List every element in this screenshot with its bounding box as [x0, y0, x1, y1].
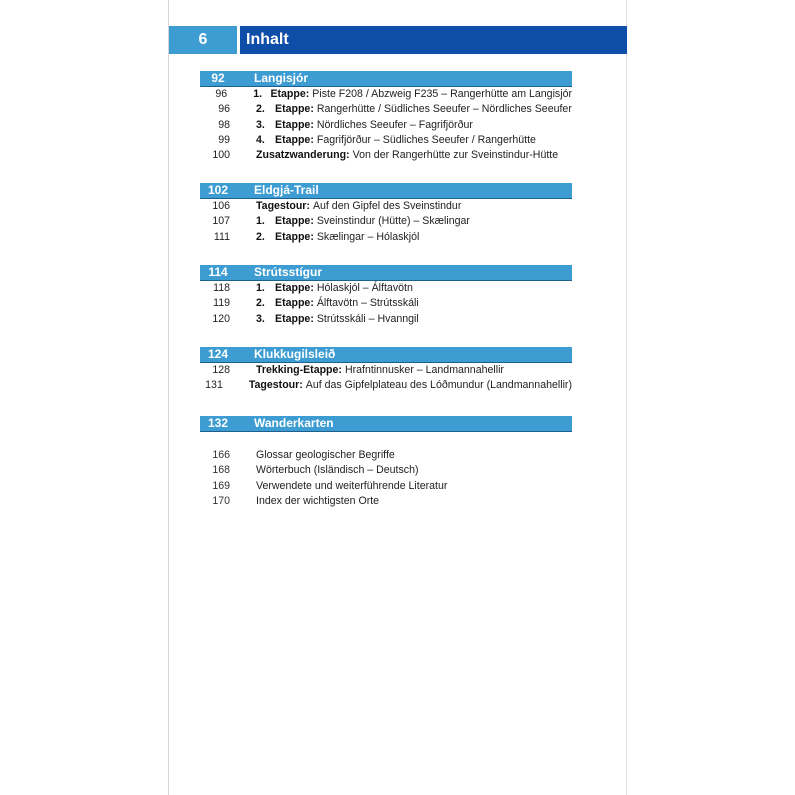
- toc-entry[interactable]: [200, 87, 572, 102]
- section-page: 114: [208, 265, 228, 279]
- entry-text: Auf das Gipfelplateau des Lóðmundur (Landmannahellir): [305, 379, 572, 392]
- entry-text: Wörterbuch (Isländisch – Deutsch): [256, 464, 419, 477]
- entry-page: 168: [212, 464, 230, 477]
- entry-page: 99: [218, 133, 230, 146]
- entry-text: Skælingar – Hólaskjól: [316, 230, 420, 243]
- entry-page: 170: [212, 494, 230, 507]
- section-header[interactable]: [200, 265, 572, 281]
- section-header[interactable]: [200, 347, 572, 363]
- entry-page: 128: [212, 364, 230, 376]
- toc-entry[interactable]: [200, 463, 572, 478]
- entry-label: Etappe:: [275, 133, 314, 146]
- section-header[interactable]: [200, 183, 572, 199]
- entry-text: Piste F208 / Abzweig F235 – Rangerhütte am Langisjór: [312, 88, 572, 100]
- entry-label: Tagestour:: [256, 200, 310, 212]
- toc-entry[interactable]: [200, 214, 572, 229]
- section-page: 132: [207, 416, 229, 430]
- section-title: Klukkugilsleið: [254, 347, 336, 361]
- toc-entry[interactable]: [200, 479, 572, 494]
- toc-appendix: [200, 448, 572, 509]
- entry-text: Glossar geologischer Begriffe: [256, 449, 395, 461]
- entry-label: Etappe:: [275, 215, 314, 228]
- entry-label: Etappe:: [275, 312, 314, 325]
- entry-page: 107: [212, 215, 230, 228]
- entry-page: 100: [212, 149, 230, 162]
- section-title: Langisjór: [254, 71, 309, 85]
- entry-stage: 1.: [256, 215, 265, 228]
- entry-text: Index der wichtigsten Orte: [256, 494, 380, 507]
- toc-entry[interactable]: [200, 448, 572, 463]
- toc-entry[interactable]: [200, 199, 572, 214]
- entry-stage: 2.: [256, 230, 265, 243]
- entry-text: Verwendete und weiterführende Literatur: [256, 479, 448, 492]
- entry-stage: 3.: [256, 118, 265, 131]
- entry-label: Etappe:: [275, 282, 314, 294]
- toc-entry[interactable]: [200, 102, 572, 117]
- page-header: [169, 26, 627, 54]
- entry-text: Auf den Gipfel des Sveinstindur: [312, 200, 462, 212]
- entry-text: Rangerhütte / Südliches Seeufer – Nördliches Seeufer: [316, 103, 572, 116]
- entry-page: 131: [205, 379, 223, 392]
- entry-text: Fagrifjörður – Südliches Seeufer / Rangerhütte: [316, 133, 536, 146]
- section-page: 102: [207, 183, 229, 197]
- entry-stage: 1.: [253, 88, 263, 100]
- entry-page: 119: [213, 297, 230, 310]
- entry-label: Etappe:: [275, 103, 314, 116]
- entry-stage: 3.: [256, 312, 265, 325]
- entry-page: 96: [218, 103, 230, 116]
- toc-entry[interactable]: [200, 118, 572, 133]
- entry-label: Tagestour:: [248, 379, 303, 392]
- entry-page: 96: [215, 88, 228, 100]
- page-number: 6: [169, 26, 237, 54]
- page-title: Inhalt: [240, 26, 627, 54]
- entry-text: Sveinstindur (Hütte) – Skælingar: [316, 215, 470, 228]
- entry-text: Álftavötn – Strútsskáli: [316, 297, 419, 310]
- toc-entry[interactable]: [200, 148, 572, 163]
- section-title: Strútsstígur: [254, 265, 323, 279]
- entry-label: Etappe:: [275, 230, 314, 243]
- toc-entry[interactable]: [200, 312, 572, 327]
- toc-section-eldgja-trail: [200, 183, 572, 245]
- entry-page: 120: [212, 312, 230, 325]
- toc-entry[interactable]: [200, 281, 572, 296]
- toc-section-strutsstigur: [200, 265, 572, 327]
- page-edge-right: [626, 0, 627, 795]
- toc-entry[interactable]: [200, 363, 572, 378]
- entry-text: Strútsskáli – Hvanngil: [316, 312, 419, 325]
- entry-label: Trekking-Etappe:: [256, 364, 342, 376]
- entry-page: 169: [212, 479, 230, 492]
- entry-label: Etappe:: [275, 118, 314, 131]
- entry-stage: 1.: [256, 282, 265, 294]
- toc-entry[interactable]: [200, 378, 572, 393]
- toc-entry[interactable]: [200, 230, 572, 245]
- entry-page: 106: [212, 200, 230, 212]
- entry-label: Zusatzwanderung:: [256, 149, 350, 162]
- toc-entry[interactable]: [200, 494, 572, 509]
- section-header[interactable]: [200, 416, 572, 432]
- entry-label: Etappe:: [275, 297, 314, 310]
- entry-page: 118: [213, 282, 230, 294]
- toc-section-langisjor: [200, 71, 572, 163]
- entry-stage: 2.: [256, 297, 265, 310]
- entry-page: 98: [218, 118, 230, 131]
- section-page: 124: [207, 347, 229, 361]
- toc-section-klukkugilsleid: [200, 347, 572, 394]
- entry-stage: 4.: [256, 133, 265, 146]
- entry-page: 111: [213, 230, 230, 243]
- entry-text: Nördliches Seeufer – Fagrifjörður: [316, 118, 473, 131]
- entry-label: Etappe:: [270, 88, 310, 100]
- section-page: 92: [211, 71, 225, 85]
- toc-entry[interactable]: [200, 296, 572, 311]
- page-edge-left: [168, 0, 169, 795]
- toc-section-wanderkarten: [200, 416, 572, 432]
- section-header[interactable]: [200, 71, 572, 87]
- entry-text: Von der Rangerhütte zur Sveinstindur-Hütte: [352, 149, 559, 162]
- section-title: Wanderkarten: [254, 416, 334, 430]
- entry-page: 166: [212, 449, 230, 461]
- toc-entry[interactable]: [200, 133, 572, 148]
- entry-text: Hólaskjól – Álftavötn: [316, 282, 413, 294]
- entry-text: Hrafntinnusker – Landmannahellir: [344, 364, 504, 376]
- entry-stage: 2.: [256, 103, 265, 116]
- section-title: Eldgjá-Trail: [254, 183, 319, 197]
